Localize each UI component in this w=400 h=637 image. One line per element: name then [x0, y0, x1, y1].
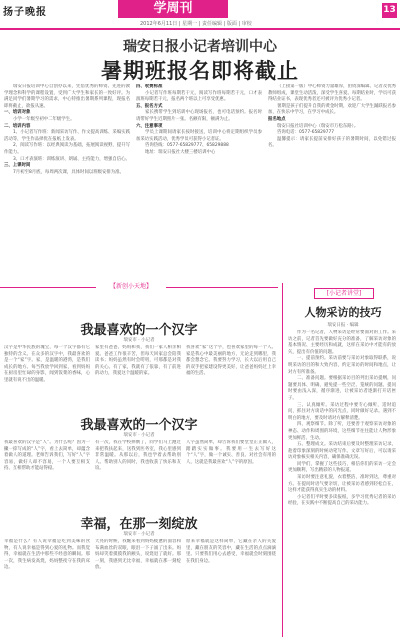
article-2-title: 我最喜欢的一个汉字 — [80, 418, 198, 433]
paragraph: 咨询热线：0577-65829777、65829888 — [145, 143, 229, 149]
section-masthead: 学周刊 — [118, 0, 228, 18]
paragraph: 二、准备问题。要根据采访目的列出采访提纲，问题要具体、明确，避免提一些空泛、笼统的问题。提问时要由浅入深，循序渐进，让被采访者逐渐打开话匣子。 — [288, 376, 396, 401]
article-3-byline: 瑞安市 · 小记者 — [123, 532, 155, 537]
paragraph: 三、认真倾听。采访过程中要专心倾听，适时追问，抓住对方谈话中的闪光点，同时做好记录。遇到不明白的地方，要及时请对方解释清楚。 — [288, 402, 396, 421]
article-1-column-2: 家里有爸爸、妈妈和我，我们一家人相亲相爱。爸爸工作很辛苦，但每天回家总会陪我读书；妈妈虽然有时会唠叨，可那都是对我的关心。有了家，我就有了依靠，有了前进的动力，我爱这个温暖的家。 — [95, 345, 181, 377]
paragraph: 暑期是孩子们提升自我的黄金时期，欢迎广大学生踊跃报名参加，在快乐中学习，在学习中成长。 — [268, 103, 396, 116]
article-2-column-1: 我最喜欢的汉字是“人”。为什么呢？因为一撇一捺写成的“人”字，看上去简单，却蕴含着做人的道理。老师告诉我们，写好“人”字容易，做好人却不容易，一个人要互相支持、互相帮助才能站得稳。 — [4, 440, 90, 472]
brand-logo: 扬子晚报 — [3, 7, 47, 18]
paragraph: 四、观察细节。除了听，还要善于观察采访对象的神态、动作和周围的环境，这些细节往往能让人物形象更加鲜活、生动。 — [288, 422, 396, 441]
paragraph: 咨询电话：0577-65829777 — [277, 130, 335, 136]
top-story-column-1 — [4, 84, 130, 280]
paragraph: 小记者写作班每期若干元，阅读写作班每期若干元，口才表演班每期若干元，报名两个班以上可享受优惠。 — [136, 90, 262, 103]
article-2-byline: 瑞安市 · 小记者 — [123, 433, 155, 438]
paragraph: 瑞安日报培训中心自创办以来，凭借优秀的师资、先进的教学理念和科学的课程设置，受到广大学生和家长的一致好评。为满足同学们暑期学习的需求，中心特推出暑期系列课程，现报名即将截止，欲报从速。 — [4, 84, 130, 109]
subhead: 五、报名方式 — [136, 103, 163, 109]
article-3-column-3: 原来幸福就是这样简单，它藏在亲人的关爱里，藏在朋友的笑容中，藏在生活的点点滴滴里。只要我们用心去感受，幸福就会时刻围绕在我们身边。 — [186, 539, 276, 564]
paragraph: （上接第一版）中心师资力量雄厚，由资深编辑、记者及优秀教师组成，课堂生动活泼，深受学生喜爱。每期结业时，学员可获得结业证书，表现优秀者还可被评为优秀小记者。 — [268, 84, 396, 103]
dateline: 2012年6月11日 | 星期一 | 责任编辑 | 版面 | 审校 — [140, 21, 252, 27]
article-1-column-3: 我喜欢“家”这个字，也喜欢家里的每一个人。家是我心中最美丽的地方，无论走到哪里，我都会想念它。我要努力学习，长大以后用自己的双手把家建设得更美好，让爸爸妈妈过上幸福的生活。 — [186, 345, 276, 377]
sidebar-body — [288, 330, 396, 633]
paragraph: 地址：瑞安日报社大楼三楼培训中心 — [145, 149, 216, 155]
article-1-byline: 瑞安市 · 小记者 — [123, 338, 155, 343]
subhead: 报名地点 — [268, 116, 286, 122]
paragraph: 3、口才表演班：训练演讲、朗诵、主持能力，增强自信心。 — [13, 156, 130, 162]
article-3-column-2: 天亮的时候，我醒来看到妈妈疲惫的面容和布满血丝的双眼，眼泪一下子涌了出来。妈妈却笑着摸摸我的额头，说烧退了就好。那一刻，我感到无比幸福，幸福就在那一刻绽放。 — [95, 539, 181, 571]
paragraph: 瑞安日报社培训中心（瑞安市万松东路）。 — [277, 123, 359, 129]
paragraph: 温馨提示：请家长提前安排好孩子的暑期时间，以免错过报名。 — [268, 136, 396, 149]
subhead: 六、注意事项 — [136, 123, 163, 129]
paragraph: 小记者们平时要多读报纸，多学习优秀记者的采访经验，在实践中不断提高自己的采访能力。 — [288, 494, 396, 507]
article-1-column-1: 汉字是中华民族的瑰宝，每一个汉字都有它独特的含义。在众多的汉字中，我最喜欢的是一个“家”字。家，是温暖的港湾，是我们成长的地方。每当我放学回到家，看到妈妈在厨房里忙碌的身影，闻到饭菜的香味，心里就有说不出的温暖。 — [4, 345, 90, 383]
top-story-kicker: 瑞安日报小记者培训中心 — [123, 39, 277, 55]
paragraph: 家长携带学生到培训中心现场报名，也可电话预约。报名时请带好学生近期照片一张。名额有限，额满为止。 — [136, 110, 262, 122]
article-1-title: 我最喜欢的一个汉字 — [80, 323, 198, 338]
paragraph: 1、小记者写作班：新闻采访写作、作文提高训练、采编实践活动等，学生作品择优在报纸上发表。 — [4, 130, 130, 142]
article-3-column-1: 幸福是什么？有人说幸福是吃到美味的食物，有人说幸福是得到心爱的礼物。而我觉得，幸福就在生活中那些不经意的瞬间。那一次，我生病发高烧，妈妈整夜守在我的床边。 — [4, 539, 90, 571]
top-story-column-3 — [268, 84, 396, 280]
paragraph: 采访时要注意礼貌，衣着整洁，准时到达，尊重对方。在提问时语气要亲切，让被采访者感到轻松自在，这样才能获得真实生动的材料。 — [288, 475, 396, 494]
page-header — [0, 0, 400, 28]
paragraph: 小学一年级至初中二年级学生。 — [13, 116, 75, 122]
paragraph: 一、提前预约。采访前要与采访对象取得联系，说明采访的目的和大致内容，约定采访的时间和地点，让对方有所准备。 — [288, 356, 396, 375]
column-separator — [282, 283, 283, 637]
top-story-headline: 暑期班报名即将截止 — [101, 59, 299, 83]
subhead: 三、上课时间 — [4, 163, 31, 169]
paragraph: 7月初至8月底，每周两次课，具体时间以班级安排为准。 — [13, 169, 124, 175]
top-story-column-2 — [136, 84, 262, 280]
paragraph: 作为一名记者，人物采访是经常要面对的工作。采访之前，记者首先要做好充分的准备，了解采访对象的基本情况、主要经历和成就，这样在采访中才能有的放矢，提出有价值的问题。 — [288, 330, 396, 355]
subhead: 四、收费标准 — [136, 84, 163, 89]
page-number: 13 — [382, 3, 397, 18]
header-rule — [0, 28, 400, 30]
subhead: 二、培训内容 — [4, 123, 31, 129]
paragraph: 学员上课期间请家长按时接送，培训中心将定期组织学员参加采访实践活动，优秀学员可获得小记者证。 — [136, 130, 262, 142]
paragraph: 五、整理成文。采访结束后要及时整理采访记录，趁着印象深刻的时候动笔写作。文章写好后，可以请采访对象核实相关内容，确保准确无误。 — [288, 442, 396, 461]
article-2-column-3: 人字虽然简单，却告诉我们要堂堂正正做人，踏踏实实做事。我要用一生去写好这个“人”字，做一个诚实、善良、对社会有用的人，这就是我最喜欢“人”字的原因。 — [186, 440, 276, 465]
sidebar-title: 人物采访的技巧 — [304, 306, 382, 319]
paragraph: 同学们，掌握了这些技巧，相信你们的采访一定会更加顺利，写出精彩的人物报道。 — [288, 461, 396, 474]
section-tag: 【新创小天地】 — [96, 282, 166, 292]
subhead: 一、培训对象 — [4, 110, 31, 116]
sidebar-byline: 瑞安日报 · 编辑 — [327, 323, 359, 328]
sidebar-tag: [小记者讲堂] — [314, 288, 374, 299]
article-3-title: 幸福，在那一刻绽放 — [80, 517, 198, 532]
paragraph: 2、阅读写作班：以经典阅读为基础，拓展阅读视野，提升写作能力。 — [4, 143, 130, 155]
article-2-column-2: 有一次，我在学校摔倒了，同学们马上跑过来把我扶起来，送我到医务室，我心里感到非常温暖。从那以后，我也学着去帮助别人。帮助别人的同时，我也收获了快乐和友谊。 — [95, 440, 181, 472]
